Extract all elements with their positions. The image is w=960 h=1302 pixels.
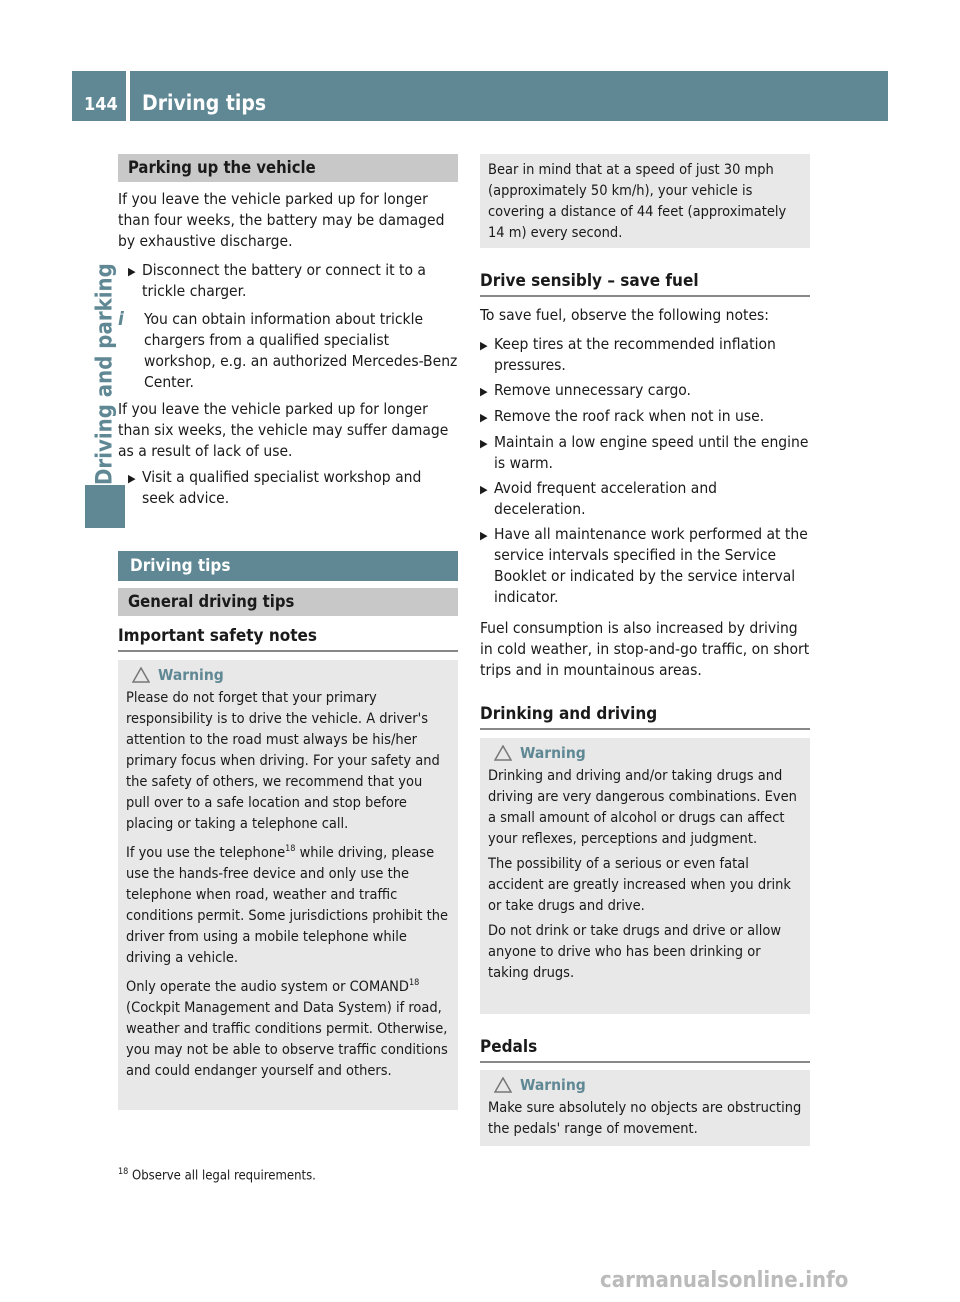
- text-run: while driving, please use the hands-free device and only use the telephone when road, weather and traffic conditions permit. Some jurisdictions prohibit the driver from using a mobile telephone while driving a vehicle.: [126, 844, 448, 966]
- list-item-text: Remove unnecessary cargo.: [494, 381, 691, 399]
- header-divider: [126, 71, 130, 121]
- warning-title: [488, 744, 802, 762]
- list-item-text: Have all maintenance work performed at the service intervals specified in the Service Booklet or indicated by the service interval indicator.: [494, 525, 808, 606]
- footnote-text: Observe all legal requirements.: [128, 1168, 316, 1184]
- save-fuel-intro: [480, 305, 810, 326]
- info-note: [118, 309, 458, 393]
- warning-label: Warning: [158, 666, 224, 684]
- warning-triangle-icon: [494, 1077, 512, 1093]
- list-item: [128, 260, 458, 302]
- warning-paragraph: [126, 973, 450, 1082]
- text-run: If you use the telephone: [126, 844, 286, 861]
- list-item: [480, 334, 812, 376]
- page-title: Driving tips: [142, 91, 267, 115]
- warning-box: [118, 660, 458, 1110]
- bullet-arrow-icon: ▶: [480, 437, 488, 450]
- list-item-text: Visit a qualified specialist workshop and seek advice.: [142, 468, 422, 507]
- paragraph-text: To save fuel, observe the following notes:: [480, 306, 769, 324]
- paragraph-text: If you leave the vehicle parked up for longer than four weeks, the battery may be damaged by exhaustive discharge.: [118, 190, 445, 250]
- warning-paragraph: Drinking and driving and/or taking drugs and driving are very dangerous combinations. Even a small amount of alcohol or drugs can affect your reflexes, perceptions and judgment.: [488, 768, 797, 847]
- drinking-driving-heading: Drinking and driving: [480, 704, 810, 730]
- warning-paragraph: The possibility of a serious or even fatal accident are greatly increased when you drink or take drugs and drive.: [488, 856, 791, 914]
- warning-label: Warning: [520, 744, 586, 762]
- list-item: [480, 432, 812, 474]
- list-item: [128, 467, 458, 509]
- footnote-ref: 18: [408, 977, 420, 988]
- watermark: carmanualsonline.info: [600, 1268, 849, 1293]
- bullet-arrow-icon: ▶: [480, 529, 488, 542]
- list-item: [480, 406, 812, 428]
- footnote-number: 18: [118, 1167, 129, 1177]
- section-heading-driving-tips: Driving tips: [118, 551, 458, 581]
- text-run: Only operate the audio system or COMAND: [126, 978, 409, 995]
- paragraph-text: If you leave the vehicle parked up for longer than six weeks, the vehicle may suffer damage as a result of lack of use.: [118, 400, 449, 460]
- save-fuel-heading: Drive sensibly – save fuel: [480, 271, 810, 297]
- bullet-arrow-icon: ▶: [480, 385, 488, 398]
- bullet-arrow-icon: ▶: [480, 483, 488, 496]
- info-text: You can obtain information about trickle chargers from a qualified specialist workshop, e.g. an authorized Mercedes-Benz Center.: [144, 310, 458, 391]
- list-item: [480, 380, 812, 402]
- list-item-text: Avoid frequent acceleration and deceleration.: [494, 479, 718, 518]
- list-item-text: Maintain a low engine speed until the engine is warm.: [494, 433, 809, 472]
- list-item-text: Keep tires at the recommended inflation pressures.: [494, 335, 776, 374]
- safety-notes-heading: Important safety notes: [118, 626, 458, 652]
- bullet-arrow-icon: ▶: [128, 472, 136, 485]
- info-icon: i: [118, 308, 124, 330]
- warning-paragraph: Make sure absolutely no objects are obstructing the pedals' range of movement.: [488, 1100, 802, 1137]
- fuel-consumption-paragraph: [480, 618, 812, 681]
- warning-box: [480, 1070, 810, 1146]
- parking-paragraph-2: [118, 399, 458, 462]
- side-tab-marker: [85, 485, 125, 528]
- text-run: (Cockpit Management and Data System) if road, weather and traffic conditions permit. Otherwise, you may not be able to observe traffic conditions and could endanger yourself and others.: [126, 999, 448, 1079]
- warning-label: Warning: [520, 1076, 586, 1094]
- warning-title: [126, 666, 450, 684]
- pedals-heading: Pedals: [480, 1037, 810, 1063]
- paragraph-text: Fuel consumption is also increased by driving in cold weather, in stop-and-go traffic, on short trips and in mountainous areas.: [480, 619, 810, 679]
- parking-paragraph-1: [118, 189, 460, 252]
- side-tab-label: Driving and parking: [92, 263, 118, 485]
- speed-note-box: [480, 154, 810, 248]
- footnote: [118, 1167, 316, 1183]
- list-item-text: Disconnect the battery or connect it to a trickle charger.: [142, 261, 426, 300]
- bullet-arrow-icon: ▶: [480, 411, 488, 424]
- subsection-heading-general: General driving tips: [118, 588, 458, 616]
- warning-box: [480, 738, 810, 1014]
- note-text: Bear in mind that at a speed of just 30 mph (approximately 50 km/h), your vehicle is covering a distance of 44 feet (approximately 14 m) every second.: [488, 162, 787, 241]
- warning-title: [488, 1076, 802, 1094]
- page-number: 144: [84, 94, 118, 115]
- list-item-text: Remove the roof rack when not in use.: [494, 407, 765, 425]
- warning-paragraph: Please do not forget that your primary responsibility is to drive the vehicle. A driver's attention to the road must always be his/her primary focus when driving. For your safety and the safety of others, we recommend that you pull over to a safe location and stop before placing or taking a telephone call.: [126, 690, 440, 832]
- warning-paragraph: Do not drink or take drugs and drive or allow anyone to drive who has been drinking or taking drugs.: [488, 923, 782, 981]
- bullet-arrow-icon: ▶: [480, 339, 488, 352]
- footnote-ref: 18: [285, 844, 296, 854]
- bullet-arrow-icon: ▶: [128, 265, 136, 278]
- warning-triangle-icon: [132, 667, 150, 683]
- warning-triangle-icon: [494, 745, 512, 761]
- warning-paragraph: [126, 839, 450, 969]
- fuel-tips-list: [480, 334, 812, 612]
- parking-heading: Parking up the vehicle: [118, 154, 458, 182]
- list-item: [480, 478, 812, 520]
- list-item: [480, 524, 812, 608]
